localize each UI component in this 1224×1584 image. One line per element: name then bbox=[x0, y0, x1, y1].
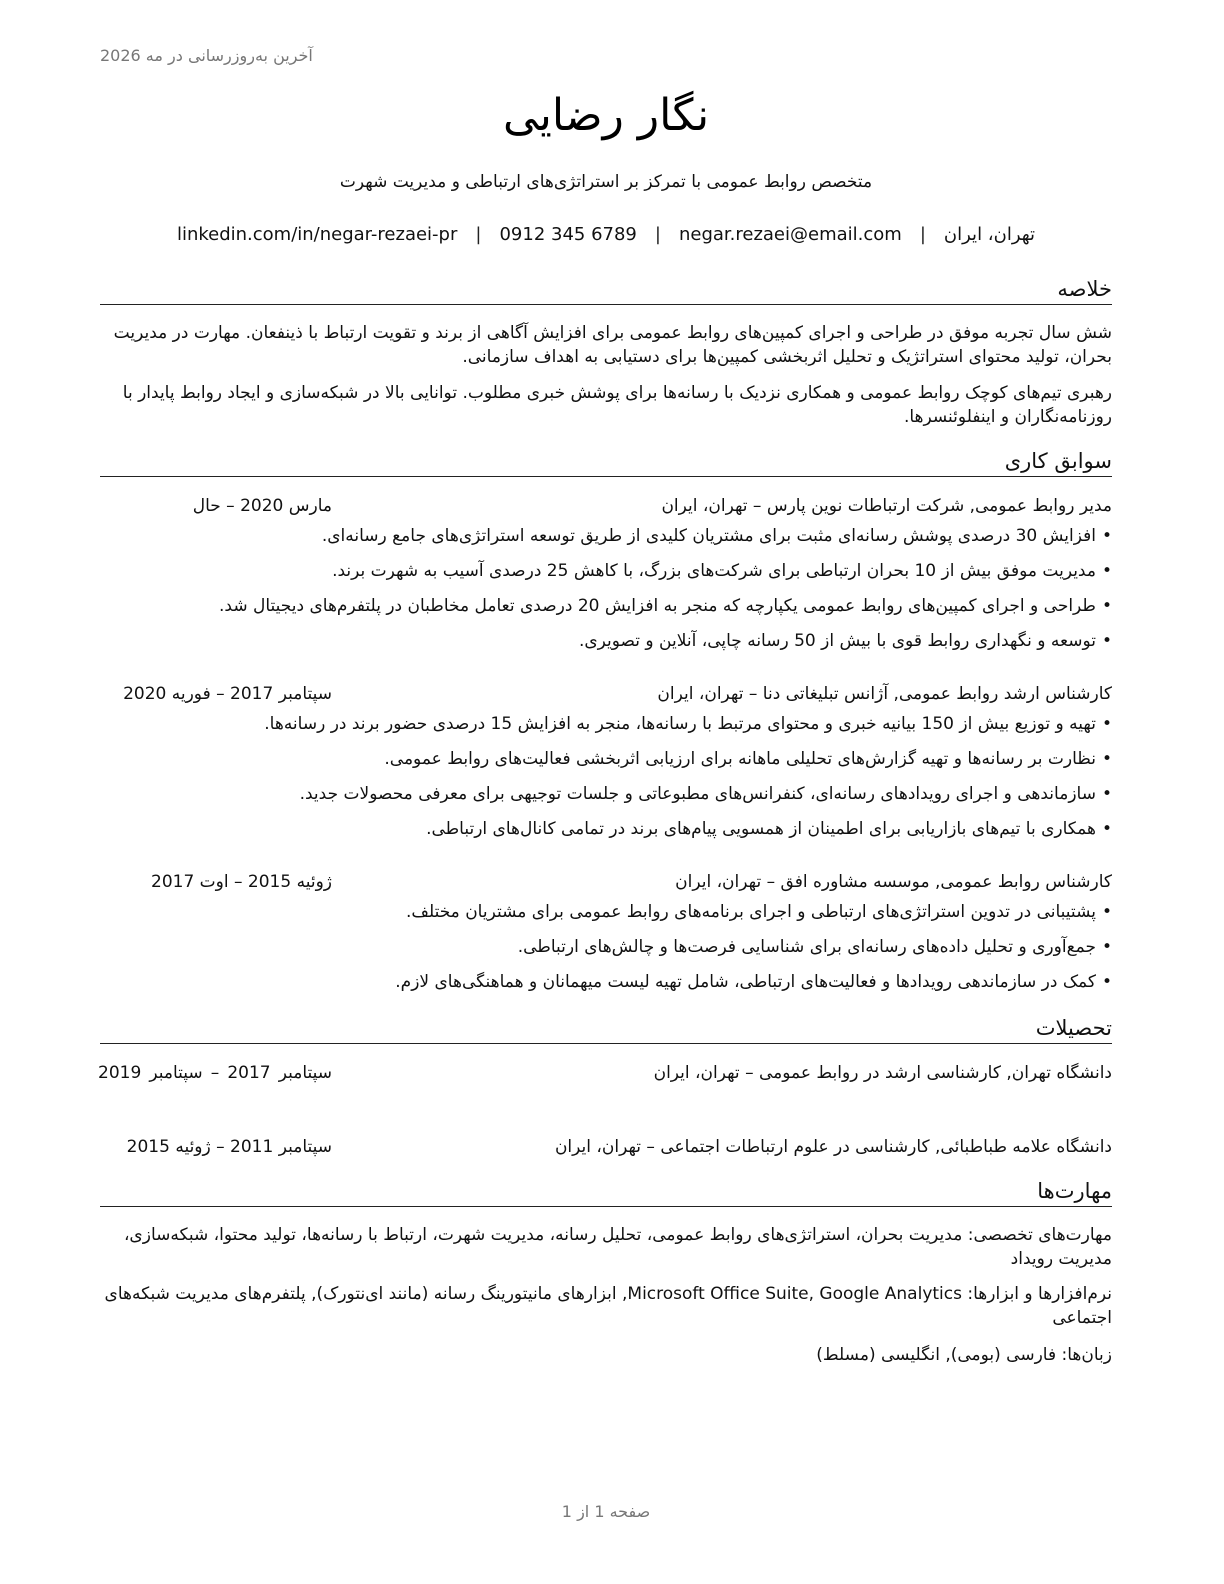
contact-separator: | bbox=[919, 224, 926, 245]
list-item: •همکاری با تیم‌های بازاریابی برای اطمینان از همسویی پیام‌های برند در تمامی کانال‌های ارتباطی. bbox=[426, 819, 1112, 839]
list-item: •تهیه و توزیع بیش از 150 بیانیه خبری و محتوای مرتبط با رسانه‌ها، منجر به افزایش 15 درصدی حضور برند در رسانه‌ها. bbox=[264, 714, 1112, 734]
page-number: صفحه 1 از 1 bbox=[561, 1502, 651, 1521]
job-dates: سپتامبر 2017 – فوریه 2020 bbox=[123, 684, 332, 704]
education-header bbox=[100, 1061, 1112, 1087]
skills-line: زبان‌ها: فارسی (بومی), انگلیسی (مسلط) bbox=[816, 1345, 1112, 1365]
list-item: •جمع‌آوری و تحلیل داده‌های رسانه‌ای برای شناسایی فرصت‌ها و چالش‌های ارتباطی. bbox=[517, 937, 1112, 957]
summary-paragraph: رهبری تیم‌های کوچک روابط عمومی و همکاری نزدیک با رسانه‌ها برای پوشش خبری مطلوب. توانایی بالا در شبکه‌سازی و ایجاد روابط پایدار با روزنامه‌نگاران و اینفلوئنسرها. bbox=[122, 383, 1112, 427]
contact-line bbox=[100, 224, 1112, 245]
section-title-education: تحصیلات bbox=[100, 1015, 1112, 1044]
section-title-summary: خلاصه bbox=[100, 276, 1112, 305]
education-dates: سپتامبر 2017 – سپتامبر 2019 bbox=[98, 1063, 332, 1083]
list-item: •مدیریت موفق بیش از 10 بحران ارتباطی برای شرکت‌های بزرگ، با کاهش 25 درصدی آسیب به شهرت برند. bbox=[332, 561, 1112, 581]
contact-separator: | bbox=[654, 224, 661, 245]
contact-location: تهران، ایران bbox=[943, 224, 1036, 245]
job-header bbox=[100, 870, 1112, 896]
list-item: •طراحی و اجرای کمپین‌های روابط عمومی یکپارچه که منجر به افزایش 20 درصدی تعامل مخاطبان در پلتفرم‌های دیجیتال شد. bbox=[219, 596, 1112, 616]
section-title-skills: مهارت‌ها bbox=[100, 1178, 1112, 1207]
education-header bbox=[100, 1135, 1112, 1161]
job-title-org: کارشناس ارشد روابط عمومی, آژانس تبلیغاتی دنا – تهران، ایران bbox=[657, 684, 1112, 704]
job-header bbox=[100, 682, 1112, 708]
list-item: •نظارت بر رسانه‌ها و تهیه گزارش‌های تحلیلی ماهانه برای ارزیابی اثربخشی فعالیت‌های روابط عمومی. bbox=[384, 749, 1112, 769]
job-title-org: کارشناس روابط عمومی, موسسه مشاوره افق – تهران، ایران bbox=[675, 872, 1112, 892]
job-dates: مارس 2020 – حال bbox=[192, 496, 332, 516]
list-item: •کمک در سازماندهی رویدادها و فعالیت‌های ارتباطی، شامل تهیه لیست میهمانان و هماهنگی‌های لازم. bbox=[395, 972, 1112, 992]
list-item: •توسعه و نگهداری روابط قوی با بیش از 50 رسانه چاپی، آنلاین و تصویری. bbox=[578, 631, 1112, 651]
list-item: •پشتیبانی در تدوین استراتژی‌های ارتباطی و اجرای برنامه‌های روابط عمومی برای مشتریان مختلف. bbox=[405, 902, 1112, 922]
candidate-name: نگار رضایی bbox=[502, 90, 710, 141]
summary-paragraph: شش سال تجربه موفق در طراحی و اجرای کمپین‌های روابط عمومی برای افزایش آگاهی از برند و تقویت ارتباط با ذینفعان. مهارت در مدیریت بحران، تولید محتوای استراتژیک و تحلیل اثربخشی کمپین‌ها برای دستیابی به اهداف سازمانی. bbox=[113, 323, 1112, 367]
section-title-experience: سوابق کاری bbox=[100, 448, 1112, 477]
last-updated-note: آخرین به‌روزرسانی در مه 2026 bbox=[100, 46, 313, 65]
job-bullets bbox=[100, 712, 1112, 852]
list-item: •سازماندهی و اجرای رویدادهای رسانه‌ای، کنفرانس‌های مطبوعاتی و جلسات توجیهی برای معرفی محصولات جدید. bbox=[299, 784, 1112, 804]
education-dates: سپتامبر 2011 – ژوئیه 2015 bbox=[126, 1137, 332, 1157]
resume-page bbox=[100, 0, 1112, 1584]
skills-line: مهارت‌های تخصصی: مدیریت بحران، استراتژی‌های روابط عمومی، تحلیل رسانه، مدیریت شهرت، ارتباط با رسانه‌ها، تولید محتوا، شبکه‌سازی، مدیریت رویداد bbox=[123, 1225, 1112, 1269]
contact-separator: | bbox=[475, 224, 482, 245]
job-bullets bbox=[100, 524, 1112, 664]
contact-linkedin[interactable]: linkedin.com/in/negar-rezaei-pr bbox=[176, 224, 458, 245]
education-degree: دانشگاه علامه طباطبائی, کارشناسی در علوم ارتباطات اجتماعی – تهران، ایران bbox=[554, 1137, 1112, 1157]
education-degree: دانشگاه تهران, کارشناسی ارشد در روابط عمومی – تهران، ایران bbox=[653, 1063, 1112, 1083]
skills-line: نرم‌افزارها و ابزارها: Microsoft Office Suite, Google Analytics, ابزارهای مانیتورینگ رسانه (مانند ای‌نتورک), پلتفرم‌های مدیریت شبکه‌های اجتماعی bbox=[104, 1284, 1112, 1328]
contact-email[interactable]: negar.rezaei@email.com bbox=[678, 224, 902, 245]
job-header bbox=[100, 494, 1112, 520]
contact-phone: 0912 345 6789 bbox=[499, 224, 637, 245]
job-bullets bbox=[100, 900, 1112, 1005]
job-title-org: مدیر روابط عمومی, شرکت ارتباطات نوین پارس – تهران، ایران bbox=[661, 496, 1112, 516]
candidate-tagline: متخصص روابط عمومی با تمرکز بر استراتژی‌های ارتباطی و مدیریت شهرت bbox=[339, 172, 873, 192]
list-item: •افزایش 30 درصدی پوشش رسانه‌ای مثبت برای مشتریان کلیدی از طریق توسعه استراتژی‌های جامع رسانه‌ای. bbox=[321, 526, 1112, 546]
job-dates: ژوئیه 2015 – اوت 2017 bbox=[151, 872, 332, 892]
